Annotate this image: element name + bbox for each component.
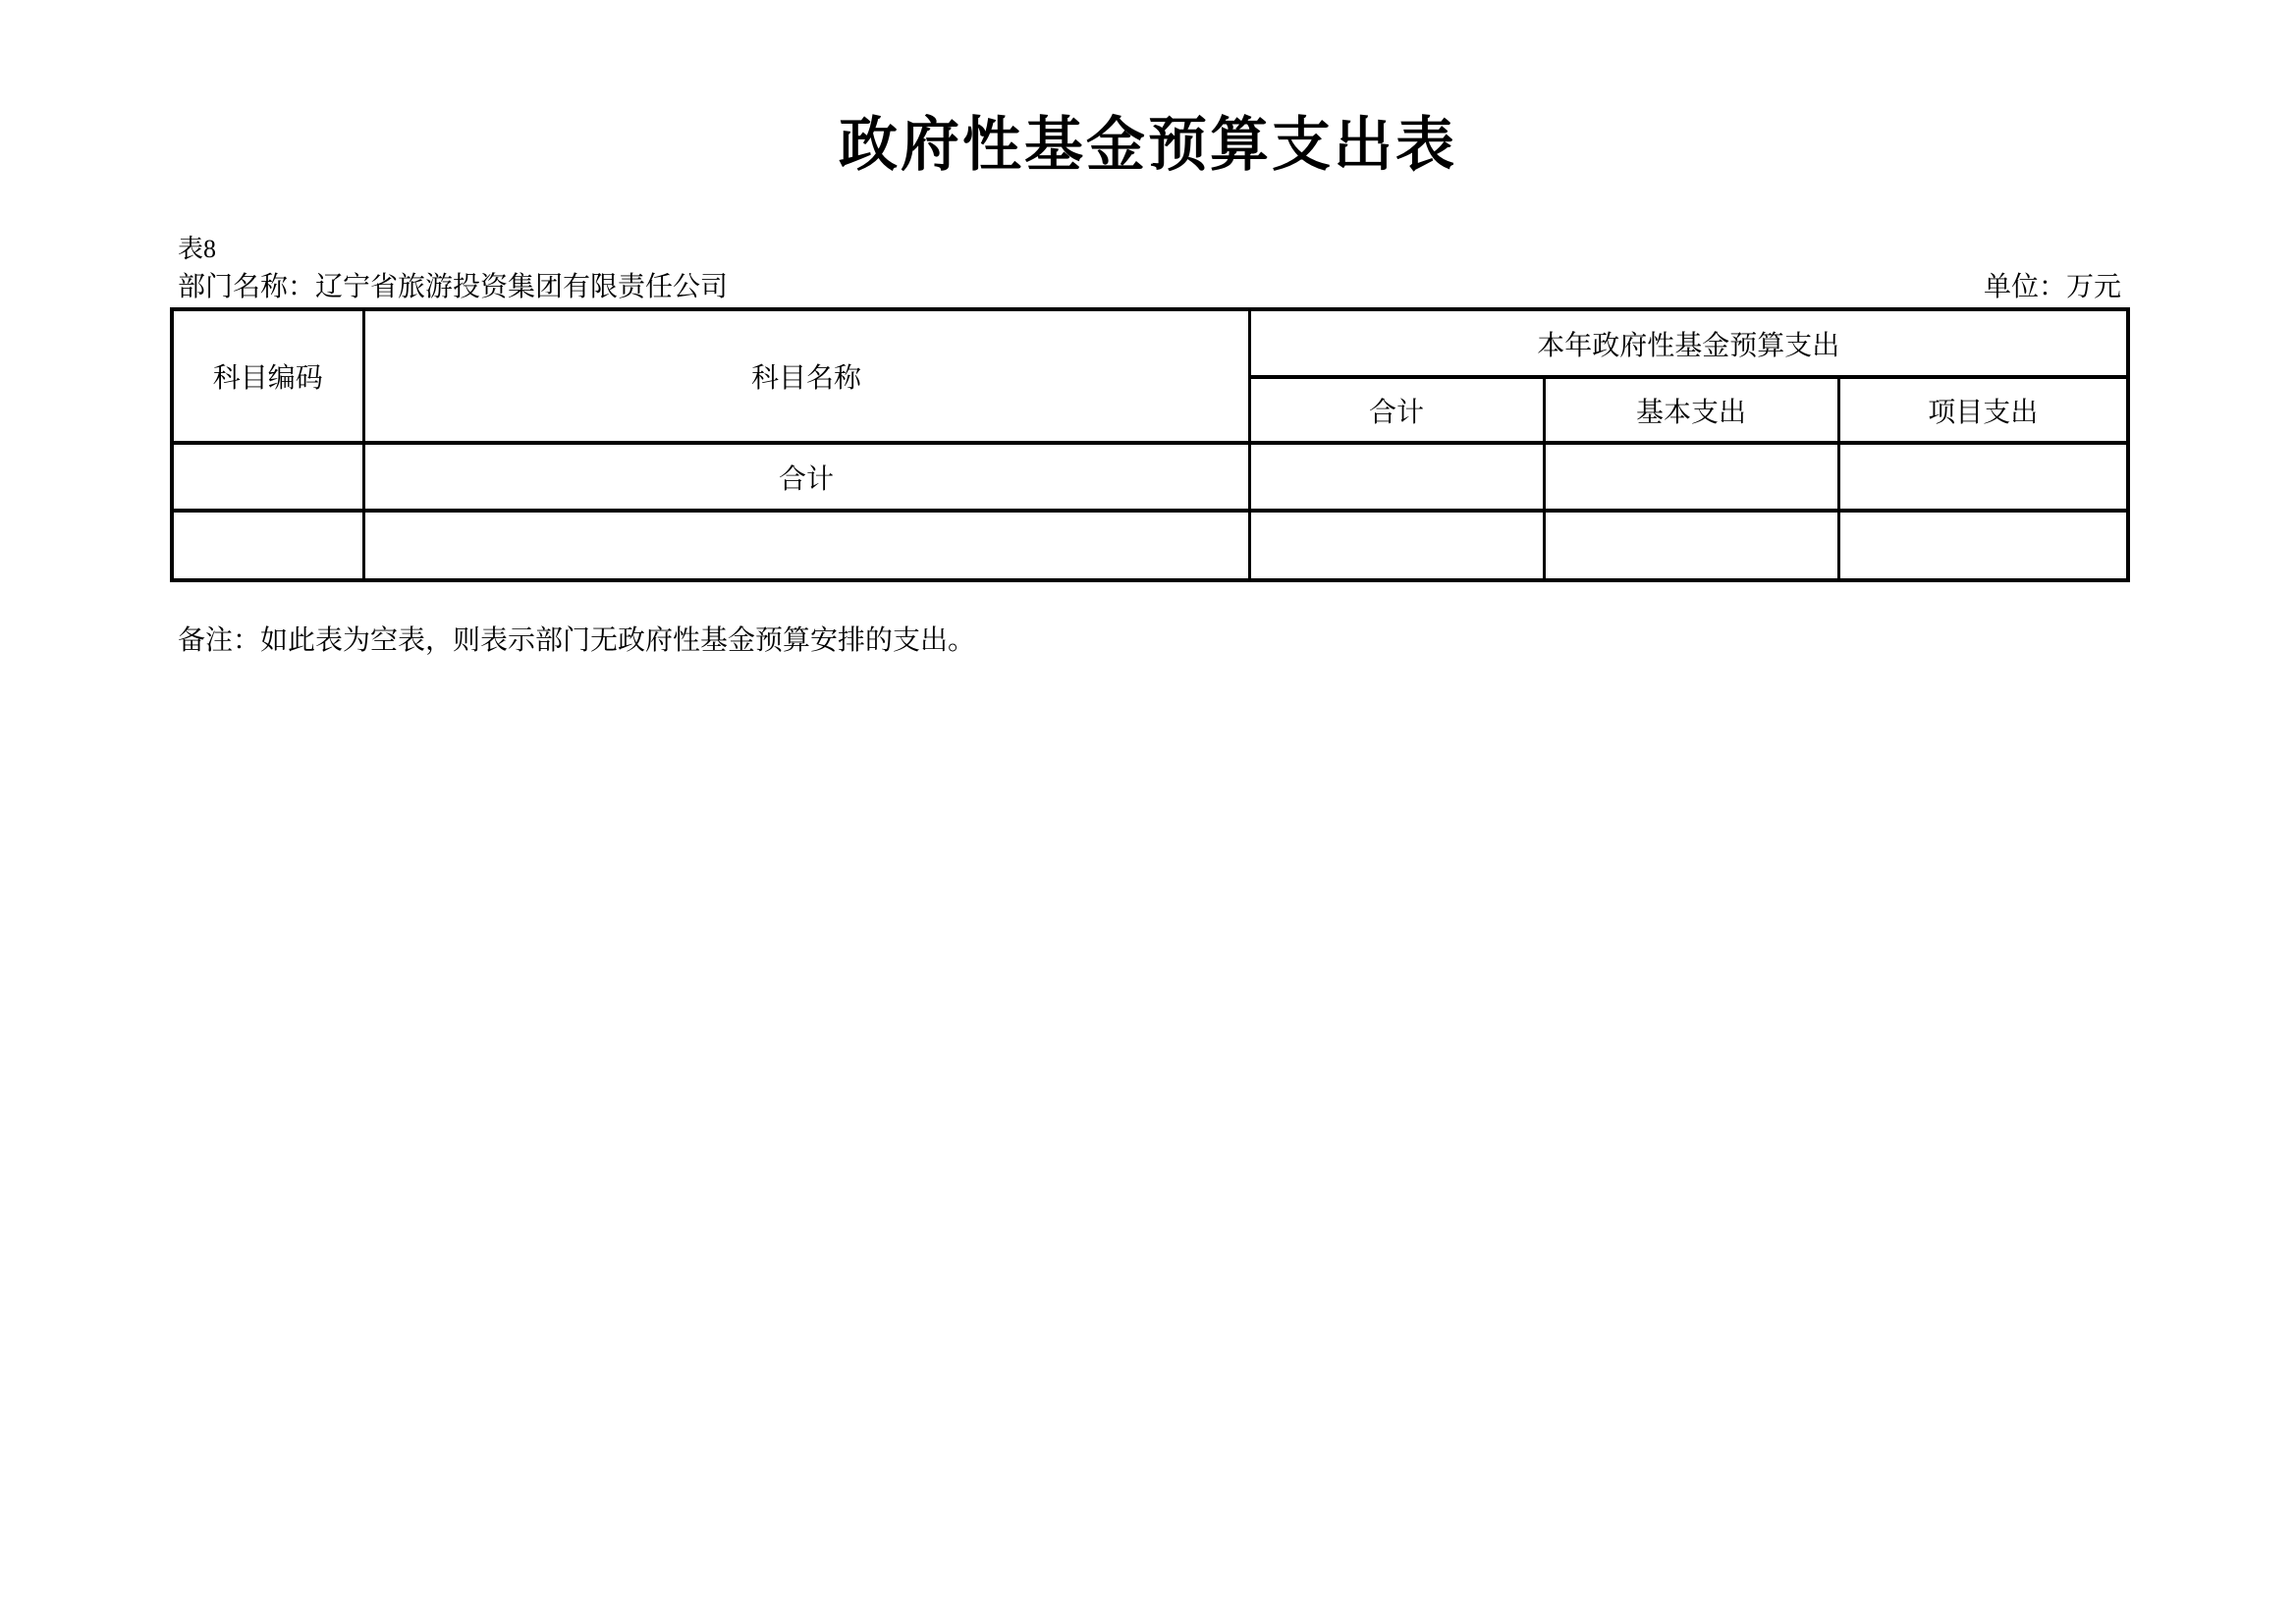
cell-subject-code (172, 443, 363, 511)
table-meta-row (178, 271, 2121, 304)
header-current-year-fund-expenditure: 本年政府性基金预算支出 (1249, 309, 2128, 377)
header-basic-expenditure: 基本支出 (1544, 377, 1838, 443)
header-total: 合计 (1249, 377, 1544, 443)
header-row-top (172, 309, 2128, 377)
table-number-label: 表8 (178, 235, 217, 263)
cell-basic-expenditure (1544, 443, 1838, 511)
cell-subject-code (172, 511, 363, 580)
header-subject-name: 科目名称 (363, 309, 1249, 443)
cell-project-expenditure (1838, 443, 2128, 511)
cell-total (1249, 511, 1544, 580)
header-subject-code: 科目编码 (172, 309, 363, 443)
department-name-label: 部门名称：辽宁省旅游投资集团有限责任公司 (178, 272, 729, 302)
footnote: 备注：如此表为空表，则表示部门无政府性基金预算安排的支出。 (178, 625, 976, 656)
cell-project-expenditure (1838, 511, 2128, 580)
table-row-total (172, 443, 2128, 511)
header-project-expenditure: 项目支出 (1838, 377, 2128, 443)
cell-basic-expenditure (1544, 511, 1838, 580)
cell-subject-name: 合计 (363, 443, 1249, 511)
cell-total (1249, 443, 1544, 511)
page-title: 政府性基金预算支出表 (839, 113, 1457, 178)
cell-subject-name (363, 511, 1249, 580)
table-row-empty (172, 511, 2128, 580)
budget-table (170, 307, 2130, 582)
unit-label: 单位：万元 (1983, 272, 2121, 302)
